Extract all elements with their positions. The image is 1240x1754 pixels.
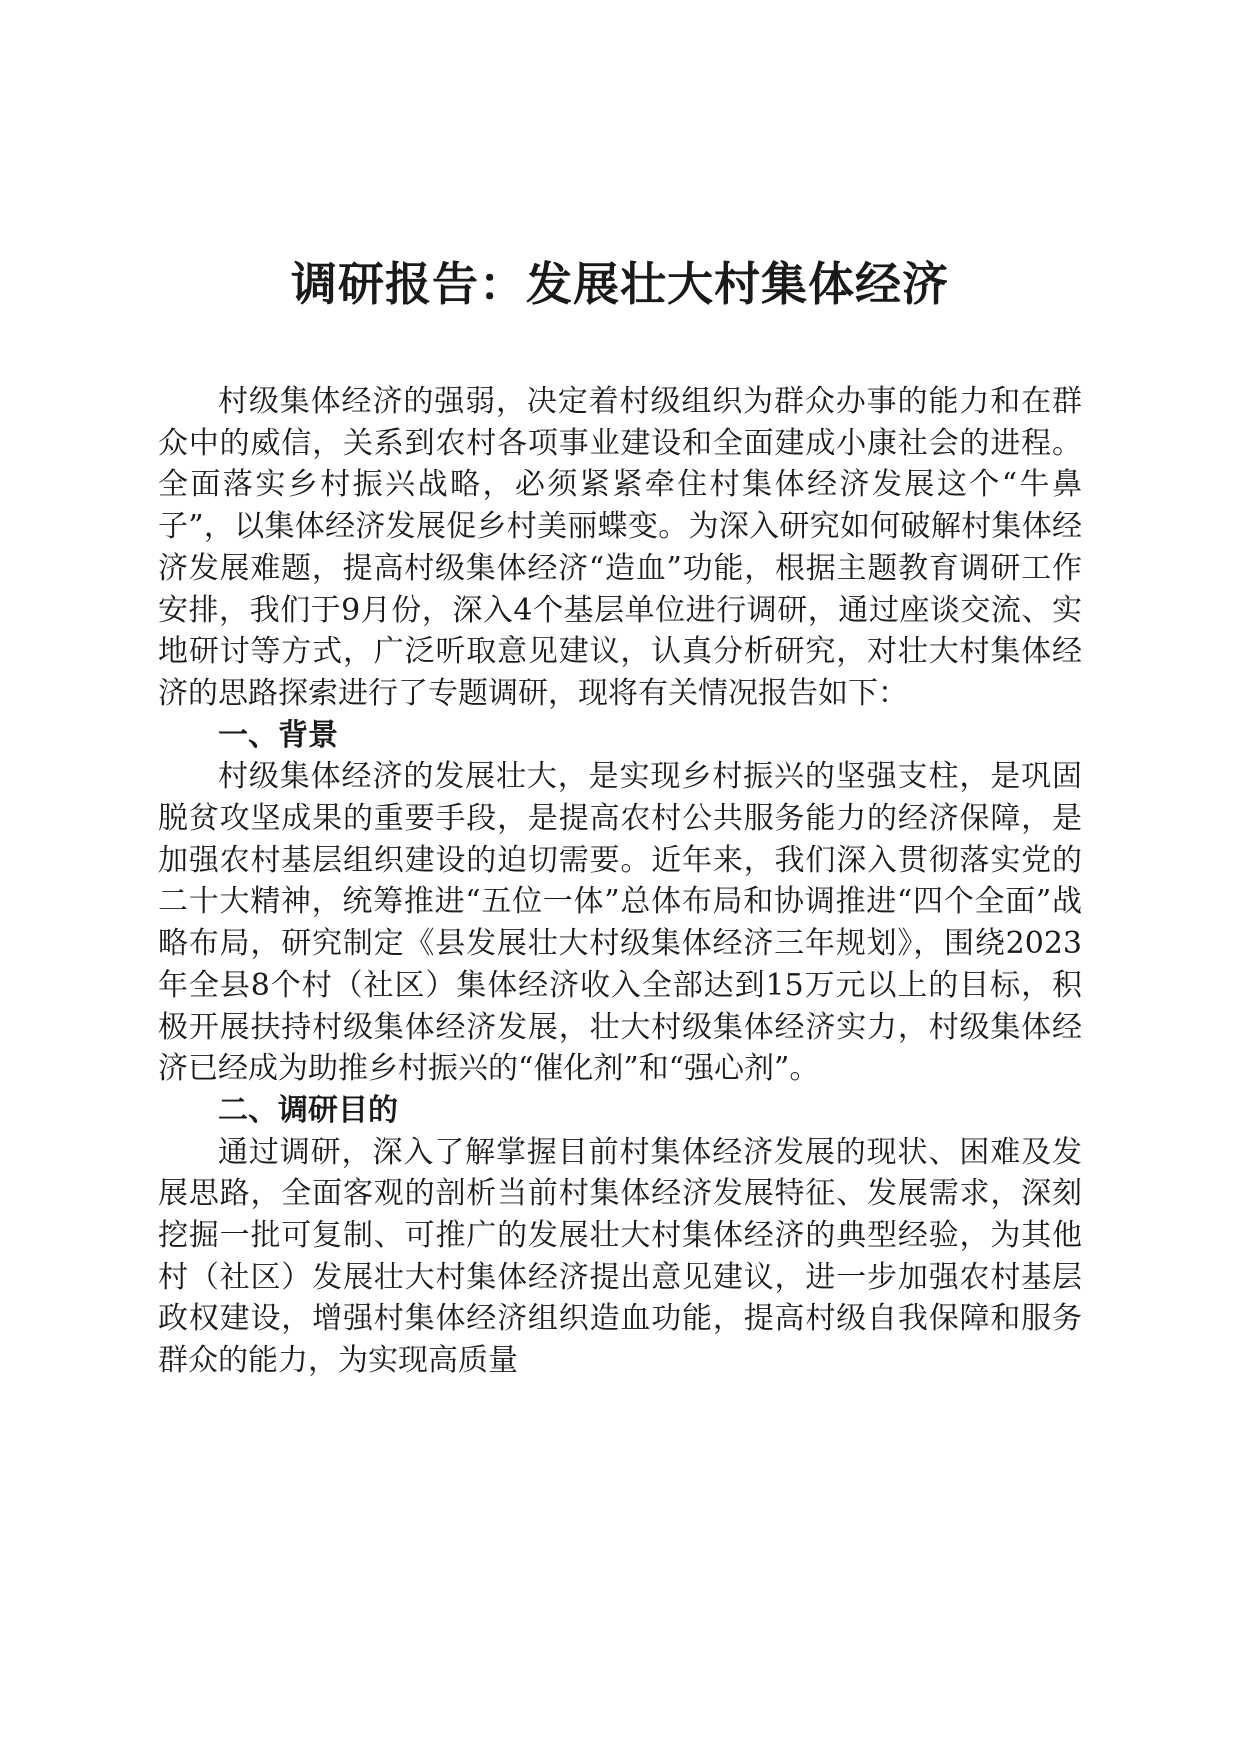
section-paragraph-purpose: 通过调研，深入了解掌握目前村集体经济发展的现状、困难及发展思路，全面客观的剖析当前村集体经济发展特征、发展需求，深刻挖掘一批可复制、可推广的发展壮大村集体经济的典型经验，为其他村（社区）发展壮大村集体经济提出意见建议，进一步加强农村基层政权建设，增强村集体经济组织造血功能，提高村级自我保障和服务群众的能力，为实现高质量 [158,1134,1082,1379]
section-heading-purpose: 二、调研目的 [218,1092,398,1128]
intro-paragraph: 村级集体经济的强弱，决定着村级组织为群众办事的能力和在群众中的威信，关系到农村各项事业建设和全面建成小康社会的进程。全面落实乡村振兴战略，必须紧紧牵住村集体经济发展这个“牛鼻子”，以集体经济发展促乡村美丽蝶变。为深入研究如何破解村集体经济发展难题，提高村级集体经济“造血”功能，根据主题教育调研工作安排，我们于9月份，深入4个基层单位进行调研，通过座谈交流、实地研讨等方式，广泛听取意见建议，认真分析研究，对壮大村集体经济的思路探索进行了专题调研，现将有关情况报告如下： [158,384,1082,711]
section-heading-background: 一、背景 [218,717,338,753]
document-title: 调研报告：发展壮大村集体经济 [291,257,949,311]
section-paragraph-background: 村级集体经济的发展壮大，是实现乡村振兴的坚强支柱，是巩固脱贫攻坚成果的重要手段，是提高农村公共服务能力的经济保障，是加强农村基层组织建设的迫切需要。近年来，我们深入贯彻落实党的二十大精神，统筹推进“五位一体”总体布局和协调推进“四个全面”战略布局，研究制定《县发展壮大村级集体经济三年规划》，围绕2023年全县8个村（社区）集体经济收入全部达到15万元以上的目标，积极开展扶持村级集体经济发展，壮大村级集体经济实力，村级集体经济已经成为助推乡村振兴的“催化剂”和“强心剂”。 [158,759,1082,1087]
document-body [158,381,1082,1382]
